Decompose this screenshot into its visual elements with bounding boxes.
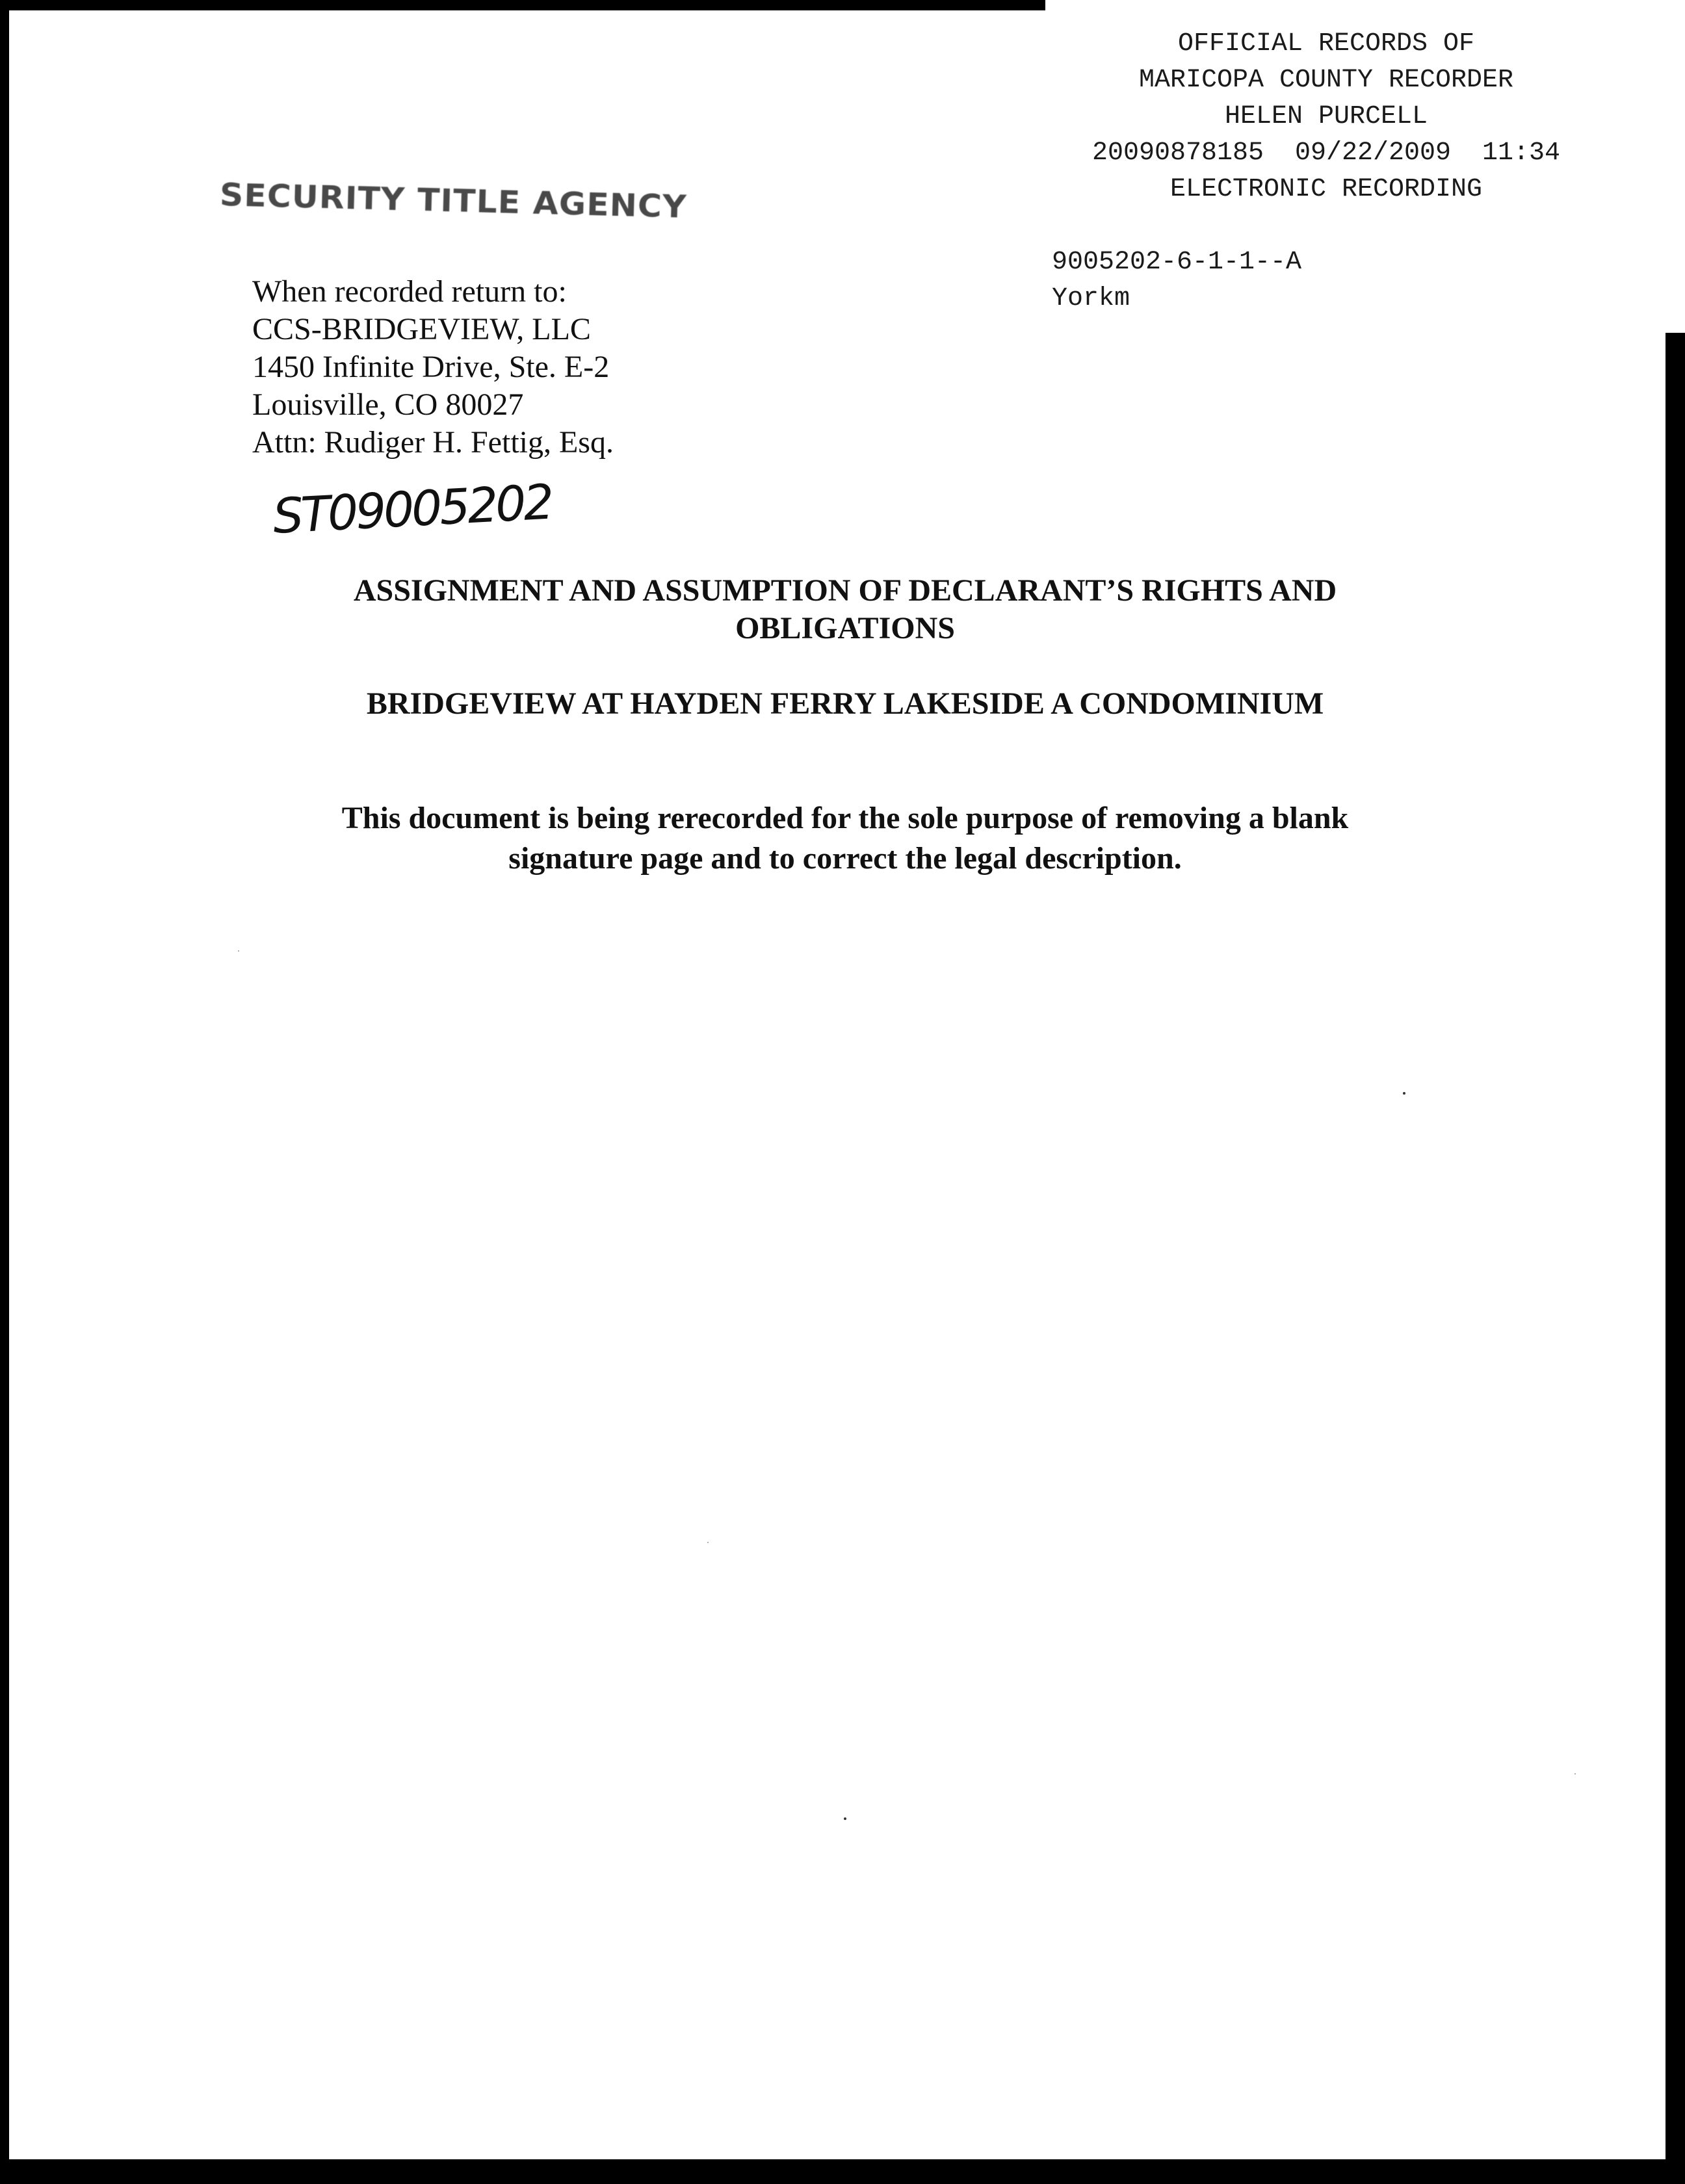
scan-speck [238,950,239,952]
recorder-line: HELEN PURCELL [1224,102,1428,131]
scan-speck [1403,1092,1405,1095]
recording-number-line: 20090878185 09/22/2009 11:34 [1091,138,1561,168]
scan-border-top [0,0,1045,10]
return-street: 1450 Infinite Drive, Ste. E-2 [252,350,610,384]
recorder-line: OFFICIAL RECORDS OF [1177,29,1475,58]
recorder-line: ELECTRONIC RECORDING [1169,175,1483,204]
recorder-reference-block [1052,244,1301,317]
recorder-reference: 9005202-6-1-1--A [1052,248,1302,277]
return-city: Louisville, CO 80027 [252,387,524,422]
return-address-block [252,273,614,462]
scan-border-bottom [0,2159,1685,2184]
scan-border-left [0,0,9,2184]
handwritten-file-number: ST09005202 [271,474,553,545]
rerecording-notice [280,798,1411,879]
scan-speck [707,1542,709,1543]
recorder-header [1014,26,1638,208]
recorder-line: MARICOPA COUNTY RECORDER [1138,66,1514,95]
document-title [280,572,1411,647]
document-subtitle: BRIDGEVIEW AT HAYDEN FERRY LAKESIDE A CONDOMINIUM [366,686,1324,721]
document-title-line: OBLIGATIONS [735,611,955,645]
document-title-line: ASSIGNMENT AND ASSUMPTION OF DECLARANT’S RIGHTS AND [353,573,1337,608]
scan-border-right [1665,333,1685,2184]
recorder-user: Yorkm [1052,284,1130,313]
return-attention: Attn: Rudiger H. Fettig, Esq. [252,425,614,460]
notice-line: signature page and to correct the legal description. [508,841,1182,876]
scan-speck [1574,1773,1576,1774]
notice-line: This document is being rerecorded for the sole purpose of removing a blank [341,801,1349,835]
scan-speck [844,1817,846,1820]
return-heading: When recorded return to: [252,274,567,309]
return-company: CCS-BRIDGEVIEW, LLC [252,312,591,346]
title-agency-stamp: SECURITY TITLE AGENCY [219,177,688,226]
